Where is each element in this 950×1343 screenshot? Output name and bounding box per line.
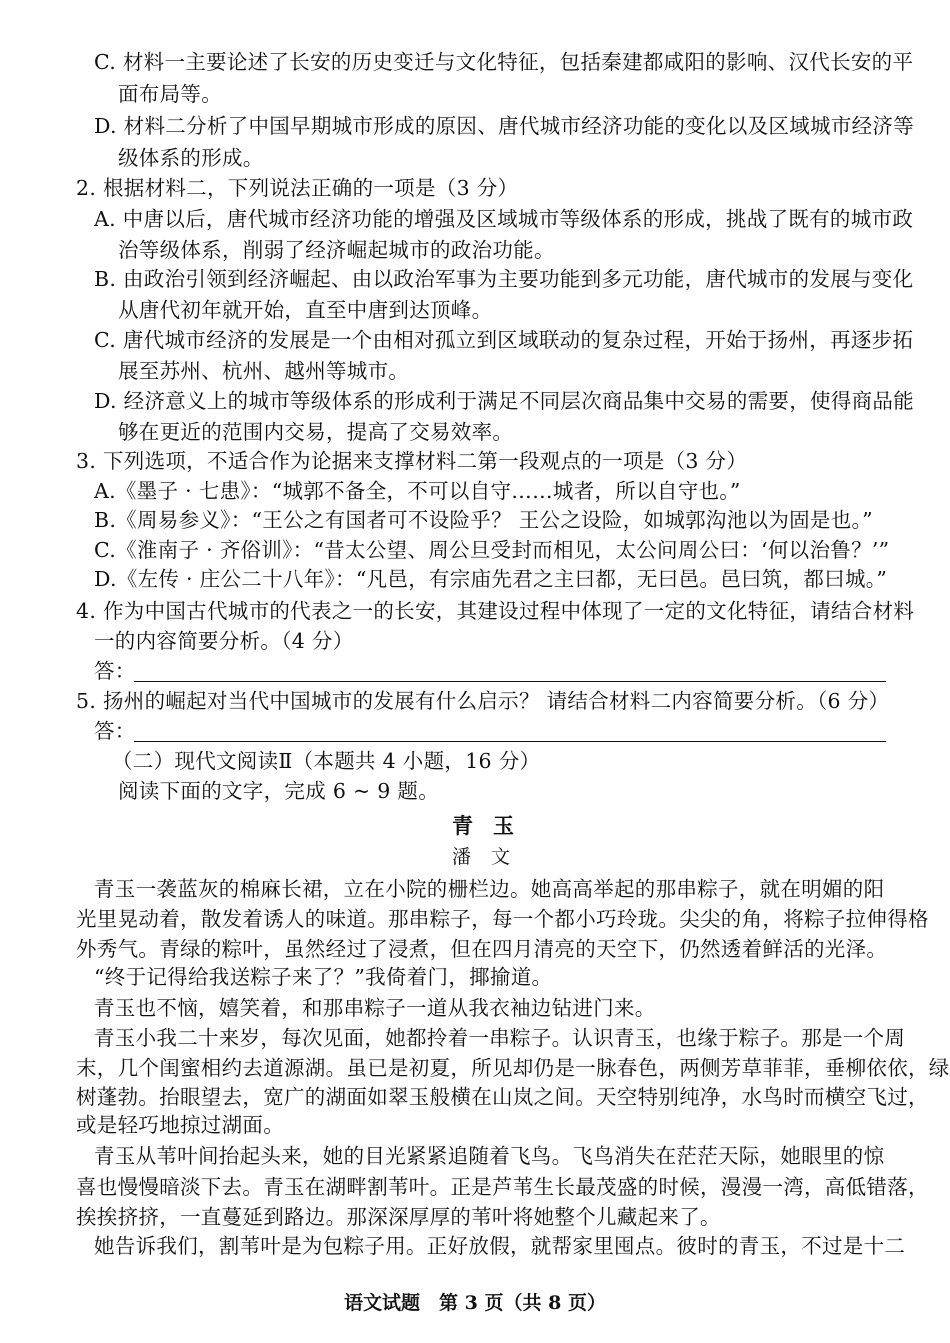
article-line: 光里晃动着，散发着诱人的味道。那串粽子，每一个都小巧玲珑。尖尖的角，将粽子拉伸得格 xyxy=(76,907,929,931)
article-line: 挨挨挤挤，一直蔓延到路边。那深深厚厚的苇叶将她整个儿藏起来了。 xyxy=(76,1205,721,1229)
q2-option-b-line2: 从唐代初年就开始，直至中唐到达顶峰。 xyxy=(118,298,493,322)
q2-option-d-line1: D. 经济意义上的城市等级体系的形成利于满足不同层次商品集中交易的需要，使得商品能 xyxy=(94,389,915,413)
article-line: 末，几个闺蜜相约去道源湖。虽已是初夏，所见却仍是一脉春色，两侧芳草菲菲，垂柳依依，绿 xyxy=(76,1056,950,1080)
q4-stem-line1: 4. 作为中国古代城市的代表之一的长安，其建设过程中体现了一定的文化特征，请结合材料 xyxy=(76,599,915,623)
article-line: 或是轻巧地掠过湖面。 xyxy=(76,1113,284,1137)
article-author: 潘文 xyxy=(452,846,531,868)
q2-option-a-line2: 治等级体系，削弱了经济崛起城市的政治功能。 xyxy=(118,238,555,262)
q1-option-c-line2: 面布局等。 xyxy=(118,82,222,106)
q3-option-a: A.《墨子 · 七患》：“城郭不备全，不可以自守……城者，所以自守也。” xyxy=(94,479,741,503)
q2-option-b-line1: B. 由政治引领到经济崛起、由以政治军事为主要功能到多元功能，唐代城市的发展与变化 xyxy=(94,267,914,291)
q2-option-c-line1: C. 唐代城市经济的发展是一个由相对孤立到区域联动的复杂过程，开始于扬州，再逐步拓 xyxy=(94,328,914,352)
section-instruction: 阅读下面的文字，完成 6 ~ 9 题。 xyxy=(118,779,440,803)
article-line: 树蓬勃。抬眼望去，宽广的湖面如翠玉般横在山岚之间。天空特别纯净，水鸟时而横空飞过， xyxy=(76,1085,929,1109)
q4-answer-label: 答： xyxy=(94,659,136,683)
q5-answer-line[interactable] xyxy=(134,741,886,742)
article-line: 青玉也不恼，嬉笑着，和那串粽子一道从我衣袖边钻进门来。 xyxy=(94,996,656,1020)
article-line: 喜也慢慢暗淡下去。青玉在湖畔割苇叶。正是芦苇生长最茂盛的时候，漫漫一湾，高低错落， xyxy=(76,1175,929,1199)
q4-stem-line2: 一的内容简要分析。（4 分） xyxy=(94,629,354,653)
article-line: 青玉一袭蓝灰的棉麻长裙，立在小院的栅栏边。她高高举起的那串粽子，就在明媚的阳 xyxy=(94,877,885,901)
section-heading: （二）现代文阅读Ⅱ（本题共 4 小题，16 分） xyxy=(112,749,541,773)
q2-option-d-line2: 够在更近的范围内交易，提高了交易效率。 xyxy=(118,420,514,444)
q1-option-c-line1: C. 材料一主要论述了长安的历史变迁与文化特征，包括秦建都咸阳的影响、汉代长安的平 xyxy=(94,50,914,74)
article-line: 青玉从苇叶间抬起头来，她的目光紧紧追随着飞鸟。飞鸟消失在茫茫天际，她眼里的惊 xyxy=(94,1144,885,1168)
article-title: 青玉 xyxy=(452,813,534,838)
q3-option-b: B.《周易参义》：“王公之有国者可不设险乎？ 王公之设险，如城郭沟池以为固是也。” xyxy=(94,508,873,532)
q2-option-c-line2: 展至苏州、杭州、越州等城市。 xyxy=(118,359,410,383)
q5-answer-label: 答： xyxy=(94,719,136,743)
q2-option-a-line1: A. 中唐以后，唐代城市经济功能的增强及区域城市等级体系的形成，挑战了既有的城市政 xyxy=(94,207,914,231)
q4-answer-line[interactable] xyxy=(134,681,886,682)
q3-option-d: D.《左传 · 庄公二十八年》：“凡邑，有宗庙先君之主曰都，无曰邑。邑曰筑，都曰城。” xyxy=(94,567,888,591)
q3-stem: 3. 下列选项，不适合作为论据来支撑材料二第一段观点的一项是（3 分） xyxy=(76,449,748,473)
article-line: “终于记得给我送粽子来了？”我倚着门，揶揄道。 xyxy=(94,965,553,989)
q3-option-c: C.《淮南子 · 齐俗训》：“昔太公望、周公旦受封而相见，太公问周公曰：‘何以治鲁？’” xyxy=(94,538,890,562)
article-line: 青玉小我二十来岁，每次见面，她都拎着一串粽子。认识青玉，也缘于粽子。那是一个周 xyxy=(94,1026,906,1050)
q2-stem: 2. 根据材料二，下列说法正确的一项是（3 分） xyxy=(76,176,519,200)
page-footer: 语文试题 第 3 页（共 8 页） xyxy=(344,1292,606,1314)
q1-option-d-line2: 级体系的形成。 xyxy=(118,146,264,170)
article-line: 外秀气。青绿的粽叶，虽然经过了浸煮，但在四月清亮的天空下，仍然透着鲜活的光泽。 xyxy=(76,937,888,961)
article-line: 她告诉我们，割苇叶是为包粽子用。正好放假，就帮家里囤点。彼时的青玉，不过是十二 xyxy=(94,1234,906,1258)
q5-stem: 5. 扬州的崛起对当代中国城市的发展有什么启示？ 请结合材料二内容简要分析。（6 分） xyxy=(76,689,890,713)
q1-option-d-line1: D. 材料二分析了中国早期城市形成的原因、唐代城市经济功能的变化以及区域城市经济等 xyxy=(94,114,915,138)
